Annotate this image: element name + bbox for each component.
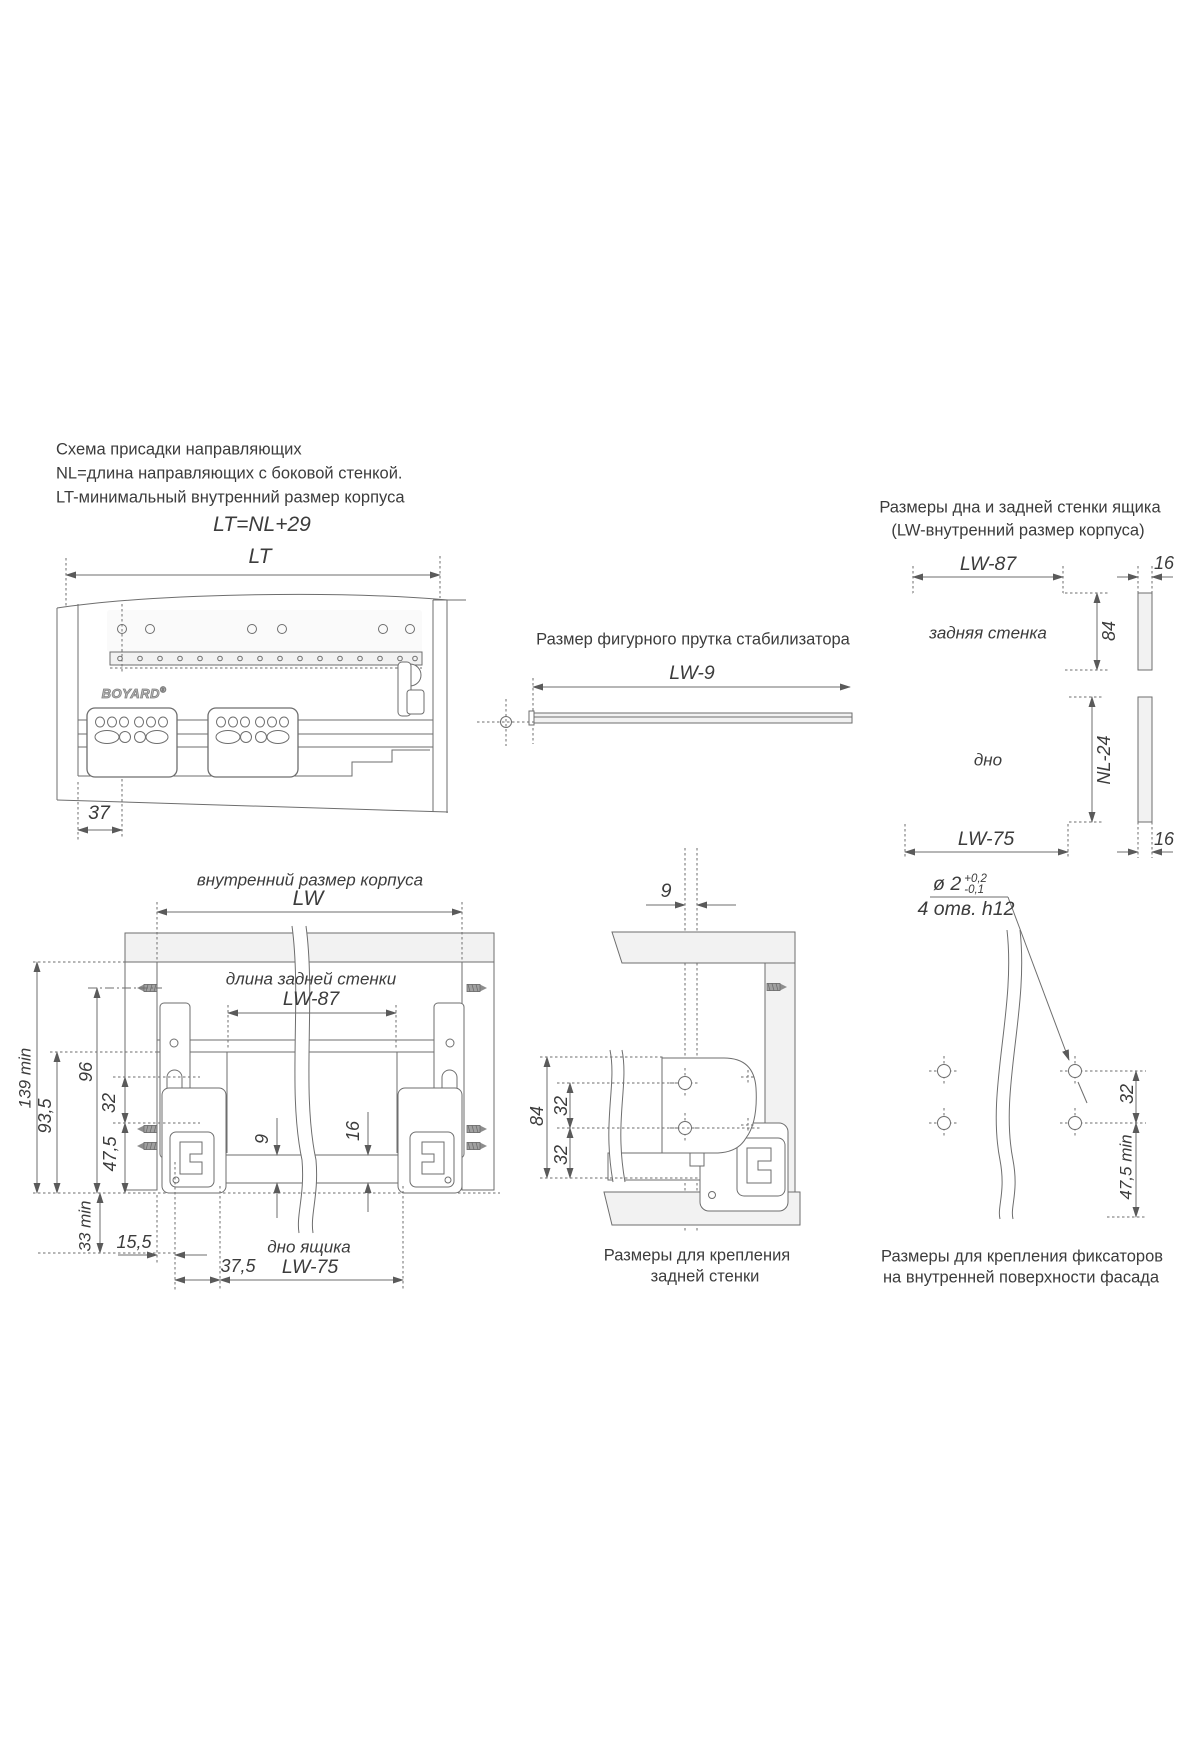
dim-15-5: 15,5 xyxy=(116,1231,152,1252)
tolerance-plus: +0,2 xyxy=(964,872,987,885)
tolerance-stack xyxy=(964,874,987,896)
panel-dimensions-view xyxy=(905,566,1173,858)
back-wall-mounting-view xyxy=(540,848,800,1233)
dim-lw: LW xyxy=(292,886,324,910)
dim-9-back: 9 xyxy=(660,879,672,902)
intro-line-3: LT-минимальный внутренний размер корпуса xyxy=(56,488,405,507)
facade-fixator-view xyxy=(917,897,1146,1219)
panels-title-2: (LW-внутренний размер корпуса) xyxy=(891,521,1145,540)
front-view-title: внутренний размер корпуса xyxy=(196,870,424,890)
registered-mark: ® xyxy=(159,685,167,695)
hole-diameter-value: ø 2 xyxy=(933,872,962,895)
bottom-panel-label: дно xyxy=(973,750,1003,770)
dim-139min: 139 min xyxy=(15,1047,35,1109)
dim-37-5: 37,5 xyxy=(220,1255,256,1276)
back-mount-caption-1: Размеры для крепления xyxy=(603,1246,791,1265)
dim-back-height: 84 xyxy=(1098,620,1119,642)
dim-47-5: 47,5 xyxy=(99,1136,120,1172)
dim-lw9: LW-9 xyxy=(669,661,715,684)
facade-caption-1: Размеры для крепления фиксаторов xyxy=(880,1247,1164,1266)
dim-16-front: 16 xyxy=(342,1120,363,1142)
dim-37: 37 xyxy=(88,801,110,824)
dim-bottom-width: LW-75 xyxy=(957,827,1015,850)
dim-96: 96 xyxy=(75,1061,96,1083)
dim-lt: LT xyxy=(248,544,272,568)
hole-count-note: 4 отв. h12 xyxy=(917,897,1015,920)
dim-back-thickness: 16 xyxy=(1153,552,1175,573)
boyard-logo-text: BOYARD xyxy=(101,686,160,702)
back-mount-caption-2: задней стенки xyxy=(650,1267,760,1286)
dim-32-facade: 32 xyxy=(1116,1083,1137,1105)
dim-32-back-top: 32 xyxy=(550,1095,571,1117)
dim-back-width: LW-87 xyxy=(959,552,1017,575)
stabilizer-title: Размер фигурного прутка стабилизатора xyxy=(536,630,850,649)
dim-32-back-bottom: 32 xyxy=(550,1144,571,1166)
boyard-logo xyxy=(102,686,167,703)
dim-32-front: 32 xyxy=(98,1092,119,1114)
dim-bottom-thickness: 16 xyxy=(1153,828,1175,849)
dim-84-back: 84 xyxy=(526,1105,547,1127)
dim-93-5: 93,5 xyxy=(34,1098,55,1134)
dim-bottom-depth: NL-24 xyxy=(1093,735,1114,785)
dim-33min: 33 min xyxy=(75,1200,95,1252)
back-wall-label: задняя стенка xyxy=(929,623,1047,643)
drawer-bottom-title: дно ящика xyxy=(267,1237,351,1257)
panels-title-1: Размеры дна и задней стенки ящика xyxy=(879,498,1161,517)
stabilizer-rod-view xyxy=(477,678,852,746)
dim-47-5min-facade: 47,5 min xyxy=(1116,1134,1136,1200)
dim-lw87-front: LW-87 xyxy=(282,987,340,1010)
tolerance-minus: -0,1 xyxy=(964,883,985,896)
dim-9-front: 9 xyxy=(251,1133,272,1145)
dim-lw75-front: LW-75 xyxy=(281,1255,339,1278)
intro-line-2: NL=длина направляющих с боковой стенкой. xyxy=(56,464,403,483)
formula-lt: LT=NL+29 xyxy=(213,512,311,536)
intro-line-1: Схема присадки направляющих xyxy=(56,440,302,459)
facade-caption-2: на внутренней поверхности фасада xyxy=(882,1268,1160,1287)
back-length-title: длина задней стенки xyxy=(225,969,397,989)
hole-diameter-note xyxy=(933,872,987,896)
